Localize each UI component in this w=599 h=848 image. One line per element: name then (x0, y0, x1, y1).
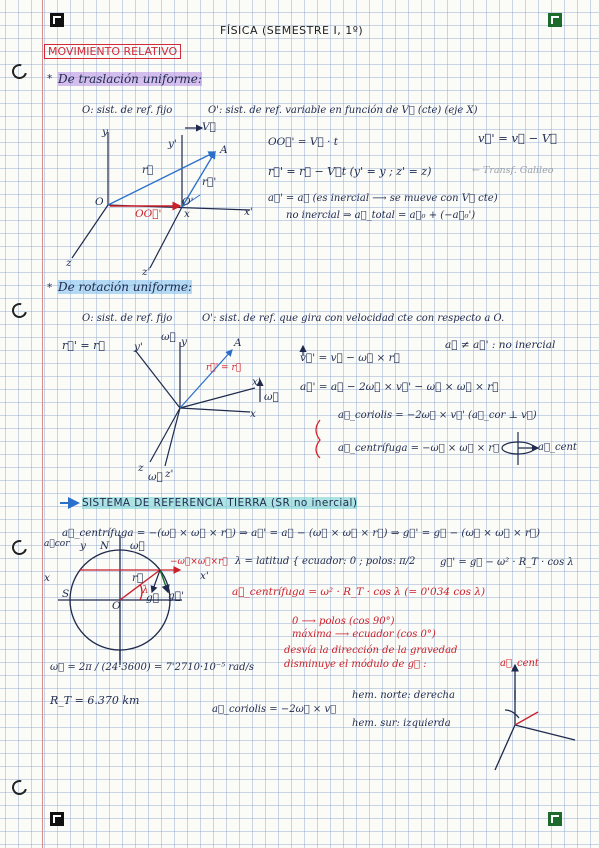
fig3-N: N (100, 540, 110, 552)
fig1-yp: y' (168, 138, 177, 150)
fig3-O: O (112, 600, 121, 612)
eq-aprime: a⃗' = a⃗ (es inercial ⟶ se mueve con V⃗ cte) (268, 193, 498, 204)
eq2-a: a⃗' = a⃗ − 2ω⃗ × v⃗' − ω⃗ × ω⃗ × r⃗ (300, 381, 499, 393)
page-title: FÍSICA (SEMESTRE I, 1º) (220, 24, 364, 37)
fig1-Op: O' (182, 196, 194, 208)
fig3-gp: g⃗' (168, 590, 184, 602)
eq3-norte: hem. norte: derecha (352, 690, 455, 701)
fig2-wr: ω⃗ (264, 391, 279, 403)
fig2-rr: r⃗' = r⃗ (206, 363, 242, 373)
eq3-acent: a⃗_centrífuga = ω² · R_T · cos λ (= 0'034 cos λ) (232, 586, 486, 598)
eq3-max: máxima ⟶ ecuador (cos 0°) (292, 629, 436, 640)
fig2-y: y (181, 336, 187, 348)
fig1-r: r⃗ (142, 164, 154, 176)
fig3-acor: a⃗cor (44, 539, 70, 549)
section-title-movimiento-relativo: MOVIMIENTO RELATIVO (44, 44, 181, 59)
fig1-V: V⃗ (202, 121, 216, 133)
eq3-sur: hem. sur: izquierda (352, 718, 451, 729)
fig2-zp: z' (165, 468, 174, 480)
fig3-r: r⃗ (132, 572, 144, 584)
eq-rprime: r⃗' = r⃗ − V⃗t (y' = y ; z' = z) (268, 165, 432, 178)
def-o-variable: O': sist. de ref. variable en función de V⃗ (cte) (eje X) (208, 105, 478, 116)
subtitle-traslacion: De traslación uniforme: (58, 72, 202, 86)
eq3-acent2: a⃗_cent (500, 658, 539, 669)
eq-oo: OO⃗' = V⃗ · t (268, 136, 338, 148)
eq-vprime: v⃗' = v⃗ − V⃗ (478, 131, 558, 145)
eq2-v: v⃗' = v⃗ − ω⃗ × r⃗ (300, 352, 400, 364)
fig3-y: y (80, 540, 86, 552)
eq2-coriolis: a⃗_coriolis = −2ω⃗ × v⃗' (a⃗_cor ⊥ v⃗) (338, 410, 537, 421)
fig1-x: x (184, 208, 190, 220)
fig2-w: ω⃗ (161, 331, 176, 343)
subtitle-rotacion: De rotación uniforme: (58, 280, 193, 294)
fig2-yp: y' (134, 341, 143, 353)
fig3-g: g⃗ (146, 592, 160, 604)
fig3-S: S (62, 588, 70, 600)
bullet-icon: * (47, 73, 53, 85)
fig1-rp: r⃗' (202, 176, 217, 188)
fig1-y: y (102, 126, 108, 138)
fig1-xp: x' (244, 206, 253, 218)
eq2-r: r⃗' = r⃗ (62, 339, 105, 352)
fig2-z: z (138, 462, 144, 474)
fig2-A: A (234, 337, 242, 349)
def2-o-fijo: O: sist. de ref. fijo (82, 313, 173, 324)
eq3-main: a⃗_centrífuga = −(ω⃗ × ω⃗ × r⃗) ⇒ a⃗' = a⃗ − (ω⃗ × ω⃗ × r⃗) ⇒ g⃗' = g⃗ − (ω⃗ × ω⃗ × r⃗) (62, 527, 541, 539)
fig2-wz: ω⃗ (148, 471, 163, 483)
fig3-wr: −ω⃗×ω⃗×r⃗ (170, 557, 228, 567)
fig1-oo: OO⃗' (135, 208, 162, 220)
def2-o-rot: O': sist. de ref. que gira con velocidad cte con respecto a O. (202, 313, 505, 324)
section-title-tierra: SISTEMA DE REFERENCIA TIERRA (SR no inercial) (82, 497, 358, 509)
eq3-desvia: desvía la dirección de la gravedad (284, 645, 458, 656)
def-o-fijo: O: sist. de ref. fijo (82, 105, 173, 116)
fig3-xp: x' (200, 570, 209, 582)
fig3-w: ω⃗ (130, 540, 145, 552)
eq2-a-not-eq: a⃗ ≠ a⃗' : no inercial (445, 339, 556, 351)
bullet-icon-2: * (47, 282, 53, 294)
eq2-acent-label: a⃗_cent (538, 442, 577, 453)
transf-galileo-note: ← Transf. Galileo (472, 165, 554, 176)
fig1-A: A (220, 144, 228, 156)
fig1-zp: z' (142, 266, 151, 278)
fig1-O: O (95, 196, 104, 208)
eq3-rt: R_T = 6.370 km (50, 694, 140, 707)
eq3-lat: λ = latitud { ecuador: 0 ; polos: π/2 (235, 556, 416, 567)
fig2-xp: x' (252, 376, 261, 388)
eq3-zero: 0 ⟶ polos (cos 90°) (292, 616, 395, 627)
fig3-x: x (44, 572, 50, 584)
eq-no-inercial: no inercial ⇒ a⃗_total = a⃗₀ + (−a⃗₀') (286, 210, 476, 221)
fig2-x: x (250, 408, 256, 420)
fig3-lambda: λ (142, 584, 149, 596)
eq3-dism: disminuye el módulo de g⃗ : (284, 659, 427, 670)
eq2-centrifuga: a⃗_centrífuga = −ω⃗ × ω⃗ × r⃗ (338, 443, 500, 454)
eq3-coriolis: a⃗_coriolis = −2ω⃗ × v⃗ (212, 704, 337, 715)
eq3-omega: ω⃗ = 2π / (24·3600) = 7'2710·10⁻⁵ rad/s (50, 662, 255, 673)
eq3-g: g⃗' = g⃗ − ω² · R_T · cos λ (440, 557, 574, 568)
fig1-z: z (66, 257, 72, 269)
